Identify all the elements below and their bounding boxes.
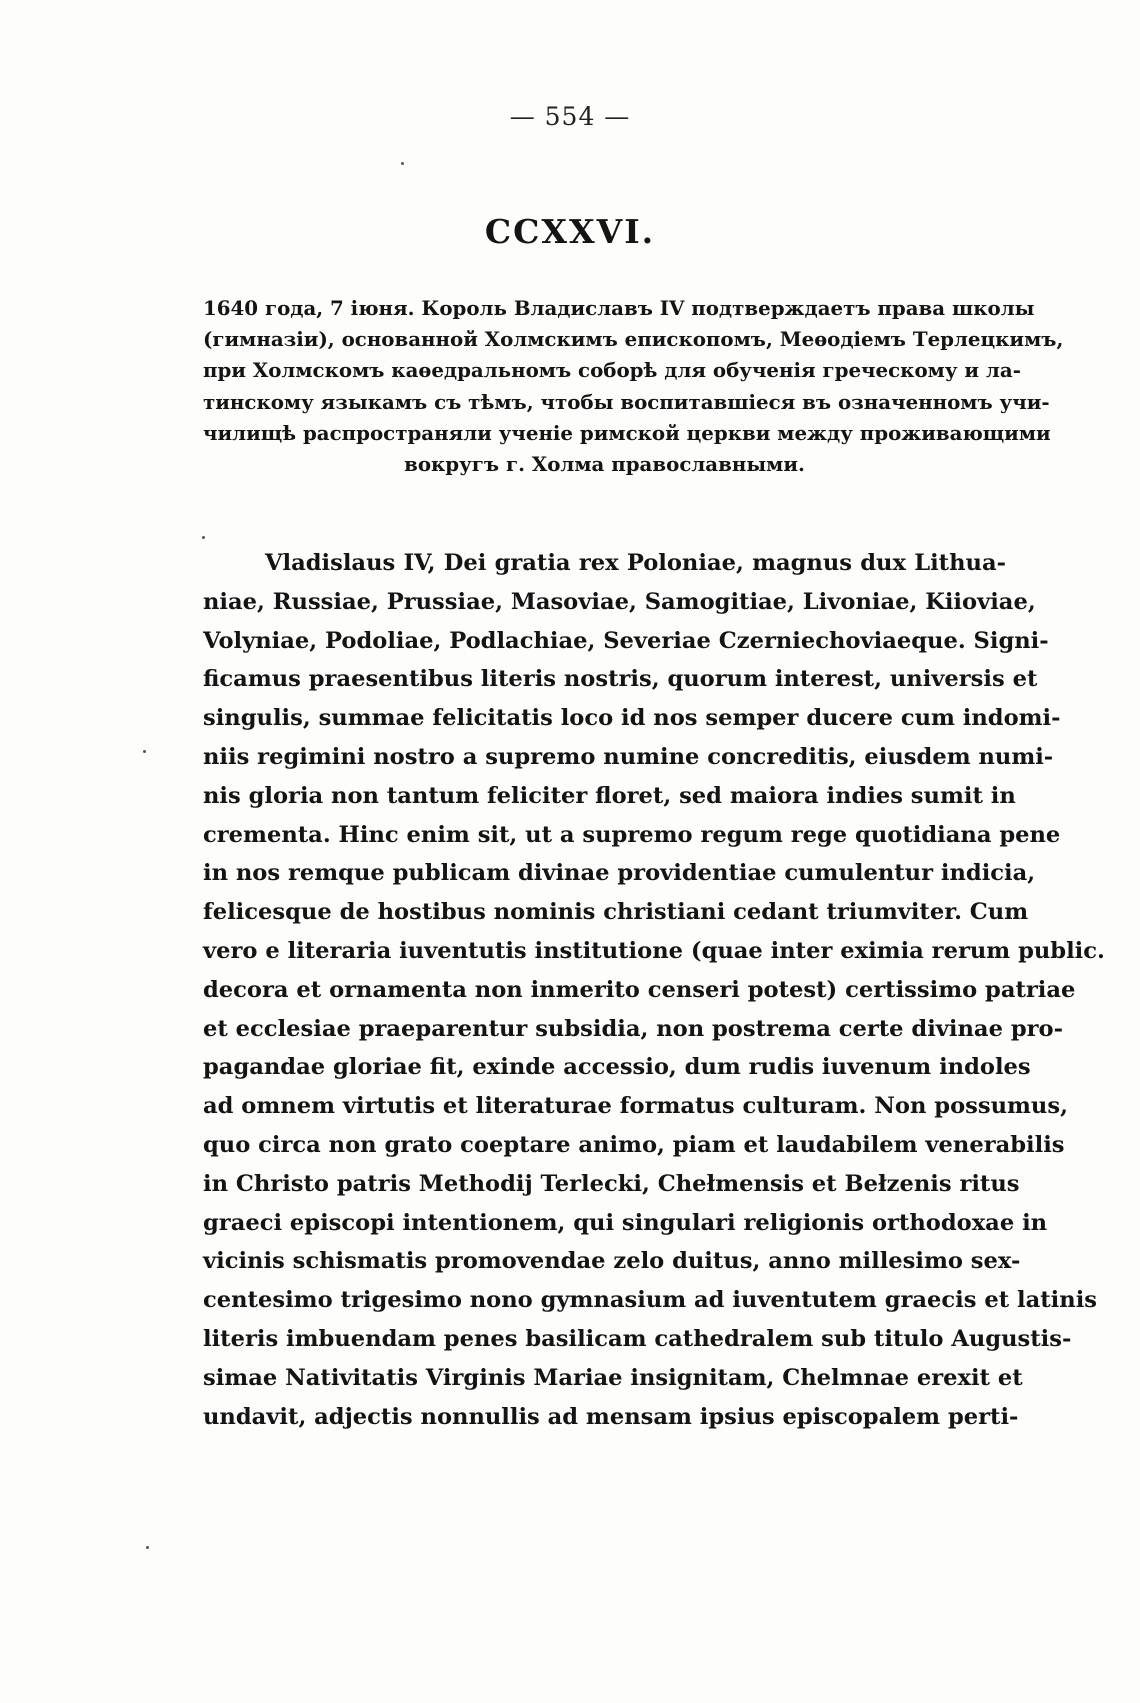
document-summary [203,293,1064,480]
body-line: ad omnem virtutis et literaturae formatus culturam. Non possumus, [203,1093,1068,1120]
body-line: simae Nativitatis Virginis Mariae insignitam, Chelmnae erexit et [203,1364,1023,1391]
scan-speck [146,1546,149,1549]
body-line: in Christo patris Methodij Terlecki, Chełmensis et Bełzenis ritus [203,1170,1020,1197]
body-line: Vladislaus IV, Dei gratia rex Poloniae, magnus dux Lithua- [265,550,1006,576]
body-line: centesimo trigesimo nono gymnasium ad iuventutem graecis et latinis [203,1287,1097,1314]
body-line: ficamus praesentibus literis nostris, quorum interest, universis et [203,666,1038,693]
body-line: undavit, adjectis nonnullis ad mensam ipsius episcopalem perti- [203,1403,1019,1430]
body-line: et ecclesiae praeparentur subsidia, non postrema certe divinae pro- [203,1015,1063,1042]
body-line: in nos remque publicam divinae providentiae cumulentur indicia, [203,860,1036,887]
body-line: vicinis schismatis promovendae zelo duitus, anno millesimo sex- [203,1248,1021,1275]
summary-line: тинскому языкамъ съ тѣмъ, чтобы воспитавшіеся въ означенномъ учи- [203,389,1050,414]
summary-line: вокругъ г. Холма православными. [404,452,805,477]
body-line: Volyniae, Podoliae, Podlachiae, Severiae Czerniechoviaeque. Signi- [203,627,1049,654]
body-line: graeci episcopi intentionem, qui singulari religionis orthodoxae in [203,1209,1048,1236]
summary-line: при Холмскомъ каѳедральномъ соборѣ для обученія греческому и ла- [203,358,1021,383]
body-line: nis gloria non tantum feliciter floret, sed maiora indies sumit in [203,782,1016,809]
body-line: felicesque de hostibus nominis christiani cedant triumviter. Cum [203,899,1029,926]
body-line: niae, Russiae, Prussiae, Masoviae, Samogitiae, Livoniae, Kiioviae, [203,588,1036,615]
scan-speck [202,536,205,539]
summary-line: чилищѣ распространяли ученіе римской церкви между проживающими [203,420,1051,445]
body-line: niis regimini nostro a supremo numine concreditis, eiusdem numi- [203,743,1054,770]
document-number: CCXXVI. [484,212,656,251]
latin-body-text [203,544,1105,1436]
scan-speck [401,162,404,165]
body-line: decora et ornamenta non inmerito censeri potest) certissimo patriae [203,976,1076,1003]
page-number: — 554 — [509,102,631,131]
body-line: crementa. Hinc enim sit, ut a supremo regum rege quotidiana pene [203,821,1061,848]
body-line: singulis, summae felicitatis loco id nos semper ducere cum indomi- [203,705,1061,732]
body-line: literis imbuendam penes basilicam cathedralem sub titulo Augustis- [203,1325,1072,1352]
body-line: pagandae gloriae fit, exinde accessio, dum rudis iuvenum indoles [203,1054,1031,1081]
summary-line: 1640 года, 7 іюня. Король Владиславъ IV подтверждаетъ права школы [203,296,1035,320]
body-line: vero e literaria iuventutis institutione (quae inter eximia rerum public. [203,937,1105,964]
body-line: quo circa non grato coeptare animo, piam et laudabilem venerabilis [203,1131,1065,1158]
summary-line: (гимназіи), основанной Холмскимъ епископомъ, Меѳодіемъ Терлецкимъ, [203,327,1064,352]
scan-speck [143,750,146,753]
